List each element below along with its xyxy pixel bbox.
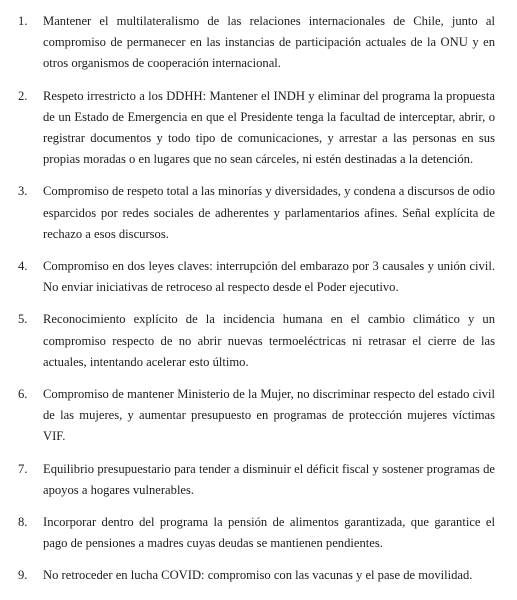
item-number: 2.: [18, 88, 28, 103]
item-text: Respeto irrestricto a los DDHH: Mantener el INDH y eliminar del programa la propuesta de un Estado de Emergencia en que el Presidente tenga la facultad de interceptar, abrir, o registrar documentos y todo tipo de comunicaciones, y arrestar a las personas en sus propias moradas o en lugares que no sean cárceles, ni estén destinadas a la detención.: [43, 88, 495, 167]
item-number: 8.: [18, 515, 28, 530]
item-number: 5.: [18, 312, 28, 327]
item-text: Compromiso en dos leyes claves: interrupción del embarazo por 3 causales y unión civil. No enviar iniciativas de retroceso al respecto desde el Poder ejecutivo.: [43, 259, 495, 295]
item-text: Compromiso de mantener Ministerio de la Mujer, no discriminar respecto del estado civil de las mujeres, y aumentar presupuesto en programas de protección mujeres víctimas VIF.: [43, 387, 495, 444]
item-number: 9.: [18, 568, 28, 583]
item-text: Equilibrio presupuestario para tender a disminuir el déficit fiscal y sostener programas de apoyos a hogares vulnerables.: [43, 461, 495, 497]
item-text: No retroceder en lucha COVID: compromiso con las vacunas y el pase de movilidad.: [43, 568, 473, 583]
list-item: [18, 11, 495, 75]
list-item: [18, 256, 495, 298]
item-number: 1.: [18, 14, 28, 28]
list-item: [18, 309, 495, 373]
item-text: Mantener el multilateralismo de las relaciones internacionales de Chile, junto al compromiso de permanecer en las instancias de participación actuales de la ONU y en otros organismos de cooperación internacional.: [43, 14, 495, 71]
list-item: [18, 459, 495, 501]
item-text: Compromiso de respeto total a las minorías y diversidades, y condena a discursos de odio esparcidos por redes sociales de adherentes y parlamentarios afines. Señal explícita de rechazo a esos discursos.: [43, 184, 495, 241]
list-item: [18, 512, 495, 554]
list-item: [18, 181, 495, 245]
item-number: 3.: [18, 184, 28, 199]
list-item: [18, 565, 495, 586]
item-number: 6.: [18, 387, 28, 402]
list-item: [18, 384, 495, 448]
numbered-list: [18, 11, 495, 587]
item-number: 7.: [18, 461, 28, 476]
item-text: Incorporar dentro del programa la pensión de alimentos garantizada, que garantice el pago de pensiones a madres cuyas deudas se mantienen pendientes.: [43, 515, 495, 551]
item-text: Reconocimiento explícito de la incidencia humana en el cambio climático y un compromiso respecto de no abrir nuevas termoeléctricas ni retrasar el cierre de las actuales, intentando acelerar esto último.: [43, 312, 495, 369]
list-item: [18, 86, 495, 171]
item-number: 4.: [18, 259, 28, 274]
